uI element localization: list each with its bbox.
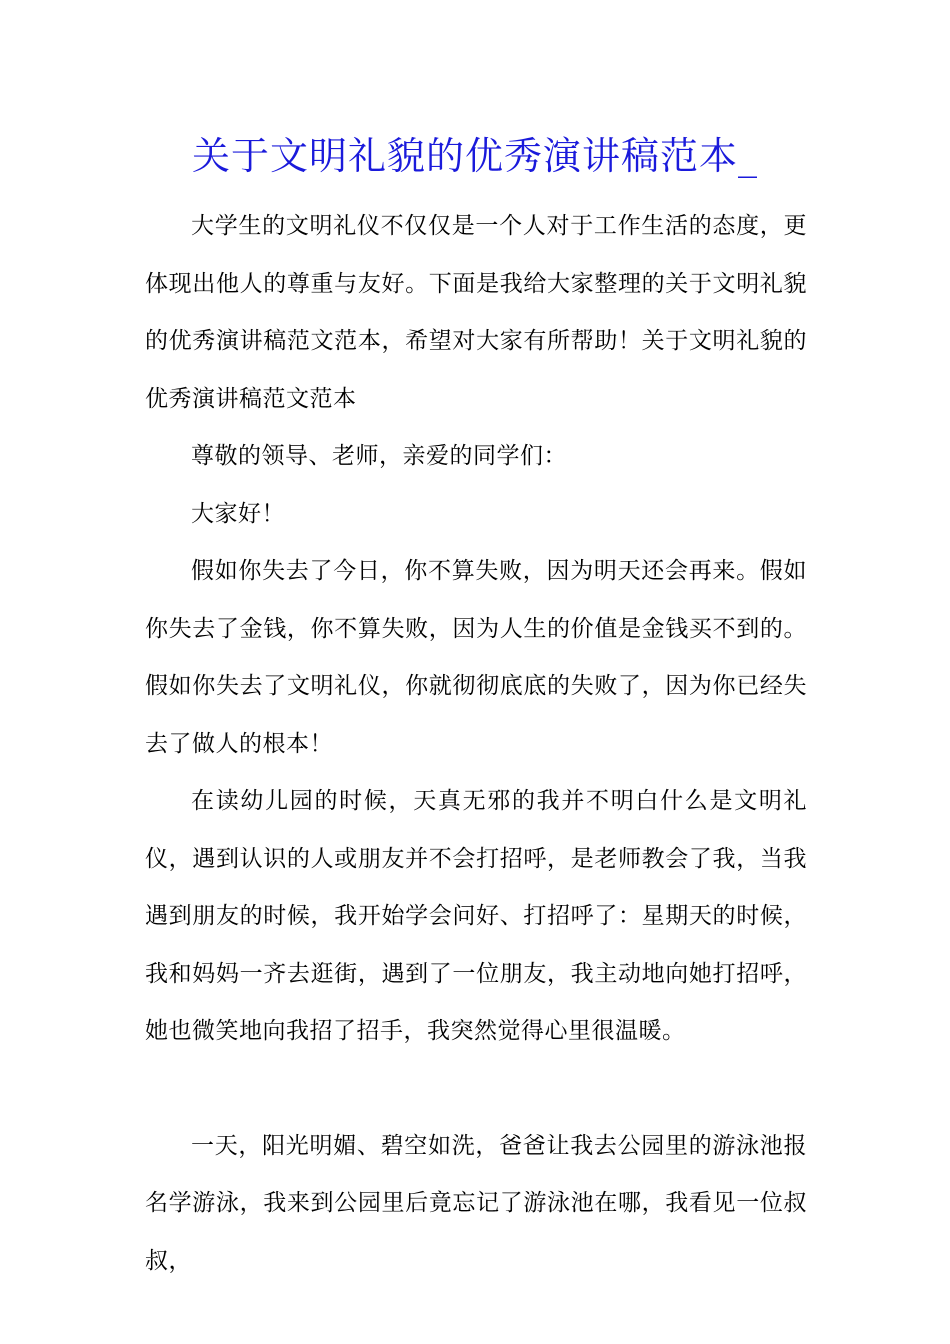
document-body <box>145 198 807 1290</box>
paragraph-salutation: 尊敬的领导、老师，亲爱的同学们： <box>191 443 567 469</box>
paragraph-if-you-lose: 假如你失去了今日，你不算失败，因为明天还会再来。假如你失去了金钱，你不算失败，因为人生的价值是金钱买不到的。假如你失去了文明礼仪，你就彻彻底底的失败了，因为你已经失去了做人的根本！ <box>145 558 807 757</box>
paragraph-greeting: 大家好！ <box>191 500 285 527</box>
paragraph-intro: 大学生的文明礼仪不仅仅是一个人对于工作生活的态度，更体现出他人的尊重与友好。下面是我给大家整理的关于文明礼貌的优秀演讲稿范文范本，希望对大家有所帮助！关于文明礼貌的优秀演讲稿范文范本 <box>145 213 807 412</box>
paragraph-one-day: 一天，阳光明媚、碧空如洗，爸爸让我去公园里的游泳池报名学游泳，我来到公园里后竟忘记了游泳池在哪，我看见一位叔叔， <box>145 1132 807 1274</box>
document-title: 关于文明礼貌的优秀演讲稿范本_ <box>191 134 758 178</box>
paragraph-kindergarten: 在读幼儿园的时候，天真无邪的我并不明白什么是文明礼仪，遇到认识的人或朋友并不会打招呼，是老师教会了我，当我遇到朋友的时候，我开始学会问好、打招呼了：星期天的时候，我和妈妈一齐去逛街，遇到了一位朋友，我主动地向她打招呼，她也微笑地向我招了招手，我突然觉得心里很温暖。 <box>145 788 807 1044</box>
